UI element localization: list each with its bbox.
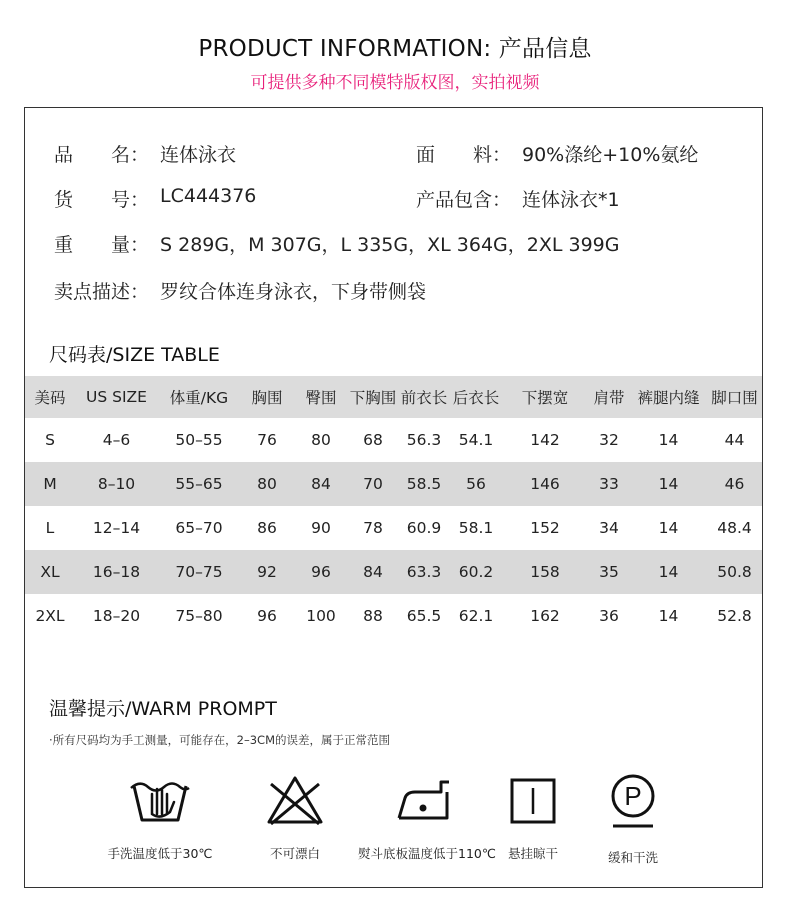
table-cell: 92	[240, 550, 294, 594]
table-cell: 54.1	[458, 431, 494, 449]
table-cell: 55–65	[158, 462, 240, 506]
table-row	[25, 462, 762, 506]
table-cell: 35	[588, 550, 630, 594]
table-cell: 146	[502, 462, 588, 506]
size-table-header	[25, 376, 762, 418]
page-subtitle: 可提供多种不同模特版权图，实拍视频	[250, 73, 540, 93]
table-cell: 80	[311, 431, 331, 449]
table-cell: 76	[257, 431, 277, 449]
care-label: 悬挂晾干	[507, 846, 558, 861]
table-cell: M	[25, 462, 75, 506]
table-cell: 46	[707, 462, 762, 506]
size-table-title: 尺码表/SIZE TABLE	[49, 344, 220, 366]
package-value: 连体泳衣*1	[522, 189, 620, 211]
table-cell: 16–18	[75, 550, 158, 594]
table-cell: 56.3	[406, 431, 442, 449]
name-label: 品 名：	[54, 144, 150, 166]
size-table	[25, 376, 762, 638]
col-header: 胸围	[240, 376, 294, 418]
care-hand-wash	[95, 772, 225, 862]
table-cell: 100	[306, 607, 336, 625]
gentle-dry-clean-icon	[601, 772, 665, 832]
table-cell: 90	[311, 519, 331, 537]
table-cell: 52.8	[717, 607, 752, 625]
table-cell: 84	[294, 462, 348, 506]
measurement-note: ·所有尺码均为手工测量，可能存在，2–3CM的误差，属于正常范围	[49, 733, 390, 747]
item-label: 货 号：	[54, 189, 150, 211]
care-dry-clean	[568, 772, 698, 866]
table-cell: XL	[25, 550, 75, 594]
table-cell: 12–14	[92, 519, 141, 537]
table-cell: 14	[630, 462, 707, 506]
table-cell: 75–80	[175, 607, 223, 625]
table-cell: 14	[658, 607, 679, 625]
col-header: 下摆宽	[502, 376, 588, 418]
table-cell: 4–6	[102, 431, 131, 449]
hand-wash-icon	[128, 772, 192, 828]
table-cell: 68	[363, 431, 383, 449]
table-cell: 56	[450, 462, 502, 506]
table-cell: 65.5	[406, 607, 442, 625]
col-header: 美码	[25, 376, 75, 418]
table-cell: 44	[724, 431, 745, 449]
table-cell: 65–70	[175, 519, 223, 537]
col-header: 裤腿内缝	[630, 376, 707, 418]
desc-label: 卖点描述：	[54, 281, 150, 303]
col-header: US SIZE	[75, 376, 158, 418]
table-cell: 50–55	[175, 431, 223, 449]
table-cell: 18–20	[92, 607, 141, 625]
table-cell: 70	[348, 462, 398, 506]
table-cell: 152	[530, 519, 560, 537]
table-cell: 158	[502, 550, 588, 594]
table-cell: 84	[348, 550, 398, 594]
table-row	[25, 506, 762, 550]
table-row	[25, 418, 762, 462]
weight-value: S 289G，M 307G，L 335G，XL 364G，2XL 399G	[160, 234, 620, 256]
table-cell: L	[45, 519, 55, 537]
care-label: 熨斗底板温度低于110℃	[358, 846, 496, 861]
table-cell: 32	[599, 431, 619, 449]
desc-value: 罗纹合体连身泳衣，下身带侧袋	[160, 281, 427, 303]
table-cell: 62.1	[458, 607, 494, 625]
table-cell: 48.4	[717, 519, 752, 537]
table-cell: 14	[658, 431, 679, 449]
table-cell: 96	[257, 607, 277, 625]
warm-prompt-title: 温馨提示/WARM PROMPT	[49, 698, 277, 720]
table-cell: 60.9	[406, 519, 442, 537]
table-cell: 34	[599, 519, 619, 537]
table-cell: 58.1	[458, 519, 494, 537]
table-cell: S	[45, 431, 55, 449]
table-row	[25, 550, 762, 594]
hang-dry-icon	[501, 772, 565, 828]
item-value: LC444376	[160, 185, 257, 207]
svg-text:P: P	[624, 781, 642, 811]
table-cell: 86	[257, 519, 277, 537]
care-label: 手洗温度低于30℃	[107, 846, 213, 861]
name-value: 连体泳衣	[160, 144, 237, 166]
table-cell: 162	[530, 607, 560, 625]
col-header: 肩带	[588, 376, 630, 418]
table-cell: 88	[363, 607, 383, 625]
table-cell: 70–75	[158, 550, 240, 594]
table-cell: 8–10	[75, 462, 158, 506]
table-cell: 96	[294, 550, 348, 594]
col-header: 体重/KG	[158, 376, 240, 418]
table-row	[25, 594, 762, 638]
table-cell: 14	[630, 550, 707, 594]
table-cell: 80	[240, 462, 294, 506]
table-cell: 33	[588, 462, 630, 506]
table-cell: 2XL	[35, 607, 65, 625]
table-cell: 78	[363, 519, 383, 537]
iron-low-icon	[391, 772, 455, 828]
weight-label: 重 量：	[54, 234, 150, 256]
no-bleach-icon	[263, 772, 327, 828]
table-cell: 36	[599, 607, 619, 625]
table-cell: 14	[658, 519, 679, 537]
care-no-bleach	[230, 772, 360, 862]
page-title: PRODUCT INFORMATION: 产品信息	[198, 36, 592, 62]
table-cell: 58.5	[398, 462, 450, 506]
table-cell: 142	[530, 431, 560, 449]
col-header: 下胸围	[348, 376, 398, 418]
col-header: 臀围	[294, 376, 348, 418]
col-header: 前衣长	[398, 376, 450, 418]
care-label: 缓和干洗	[607, 850, 658, 865]
care-label: 不可漂白	[269, 846, 320, 861]
package-label: 产品包含：	[416, 189, 512, 211]
col-header: 后衣长	[450, 376, 502, 418]
fabric-value: 90%涤纶+10%氨纶	[522, 144, 699, 166]
table-cell: 60.2	[450, 550, 502, 594]
fabric-label: 面 料：	[416, 144, 512, 166]
col-header: 脚口围	[707, 376, 762, 418]
table-cell: 50.8	[707, 550, 762, 594]
table-cell: 63.3	[398, 550, 450, 594]
